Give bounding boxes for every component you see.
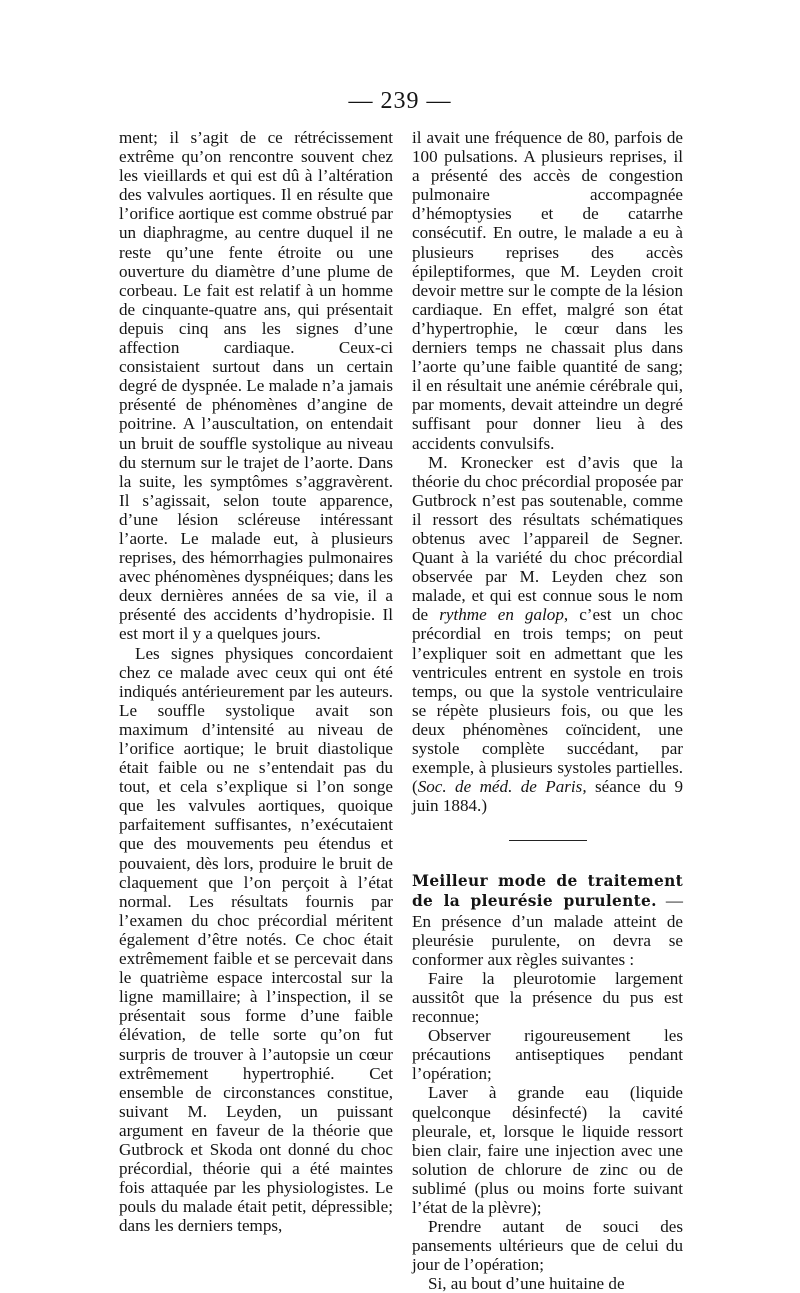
rule-item: Faire la pleurotomie largement aussitôt que la présence du pus est reconnue; [412,968,683,1027]
section-heading: Meilleur mode de traitement de la pleurésie purulente. [412,872,683,911]
rule-item: Laver à grande eau (liquide quelconque désinfecté) la cavité pleurale, et, lorsque le liquide ressort bien clair, faire une injection avec une solution de chlorure de zinc ou de sublimé (plus ou moins forte suivant l’état de la plèvre); [412,1083,683,1217]
section-intro: — En présence d’un malade atteint de pleurésie purulente, on devra se conformer aux règles suivantes : [412,891,683,969]
left-column [119,128,393,1235]
rule-item: Observer rigoureusement les précautions antiseptiques pendant l’opération; [412,1026,683,1084]
section-separator [509,840,587,841]
right-paragraph-2 [412,453,683,816]
page-number [0,88,800,115]
kronecker-text: M. Kronecker est d’avis que la théorie du choc précordial proposée par Gutbrock n’est pas soutenable, comme il ressort des résultats schématiques obtenus avec l’appareil de Segner. Quant à la variété du choc précordial observée par M. Leyden chez son malade, et qui est connue sous le nom de [412,452,684,625]
kronecker-text-continued: , c’est un choc précordial en trois temps; on peut l’expliquer soit en admettant que les ventricules entrent en systole en trois temps, ou que la systole ventriculaire se répète plusieurs fois, ou que les deux phénomènes coïncident, une systole complète succédant, par exemple, à plusieurs systoles partielles. ( [412,605,683,797]
rule-item: Prendre autant de souci des pansements ultérieurs que de celui du jour de l’opération; [412,1217,683,1275]
rythme-en-galop: rythme en galop [439,605,564,625]
page-number-text: — 239 — [348,88,452,114]
pleurisy-intro [412,871,683,968]
source-citation: Soc. de méd. de Paris, [417,777,587,797]
rule-item: Si, au bout d’une huitaine de [428,1274,625,1293]
left-paragraph-2: Les signes physiques concordaient chez ce malade avec ceux qui ont été indiqués antérieurement par les auteurs. Le souffle systolique avait son maximum d’intensité au niveau de l’orifice aortique; le bruit diastolique était faible ou ne s’entendait pas du tout, et cela s’explique si l’on songe que les valvules aortiques, quoique parfaitement suffisantes, n’exécutaient que des mouvements peu étendus et pouvaient, dès lors, produire le bruit de claquement que l’on perçoit à l’état normal. Les résultats fournis par l’examen du choc précordial méritent également d’être notés. Ce choc était extrêmement faible et se percevait dans le quatrième espace intercostal sur la ligne mamillaire; à l’inspection, il se présentait sous forme d’une faible élévation, de telle sorte qu’on fut surpris de trouver à l’autopsie un cœur extrêmement hypertrophié. Cet ensemble de circonstances constitue, suivant M. Leyden, un puissant argument en faveur de la théorie que Gutbrock et Skoda ont donné du choc précordial, théorie qui a été maintes fois attaquée par les physiologistes. Le pouls du malade était petit, dépressible; dans les derniers temps, [119,643,393,1236]
right-paragraph-1: il avait une fréquence de 80, parfois de 100 pulsations. A plusieurs reprises, il a présenté des accès de congestion pulmonaire accompagnée d’hémoptysies et de catarrhe consécutif. En outre, le malade a eu à plusieurs reprises des accès épileptiformes, que M. Leyden croit devoir mettre sur le compte de la lésion cardiaque. En effet, malgré son état d’hypertrophie, le cœur dans les derniers temps ne chassait plus dans l’aorte qu’une faible quantité de sang; il en résultait une anémie cérébrale qui, par moments, devait atteindre un degré suffisant pour donner lieu à des accidents convulsifs. [412,128,683,453]
right-column [412,128,683,1293]
left-paragraph-1: ment; il s’agit de ce rétrécissement extrême qu’on rencontre souvent chez les vieillards et qui est dû à l’altération des valvules aortiques. Il en résulte que l’orifice aortique est comme obstrué par un diaphragme, au centre duquel il ne reste qu’une fente étroite ou une ouverture du diamètre d’une plume de corbeau. Le fait est relatif à un homme de cinquante-quatre ans, qui présentait depuis cinq ans les signes d’une affection cardiaque. Ceux-ci consistaient surtout dans un certain degré de dyspnée. Le malade n’a jamais présenté de phénomènes d’angine de poitrine. A l’auscultation, on entendait un bruit de souffle systolique au niveau du sternum sur le trajet de l’aorte. Dans la suite, les symptômes s’aggravèrent. Il s’agissait, selon toute apparence, d’une lésion scléreuse intéressant l’aorte. Le malade eut, à plusieurs reprises, des hémorrhagies pulmonaires avec phénomènes dyspnéiques; dans les deux dernières années de sa vie, il a présenté des accidents d’hydropisie. Il est mort il y a quelques jours. [119,128,393,644]
source-date: séance du 9 juin 1884.) [412,777,683,816]
